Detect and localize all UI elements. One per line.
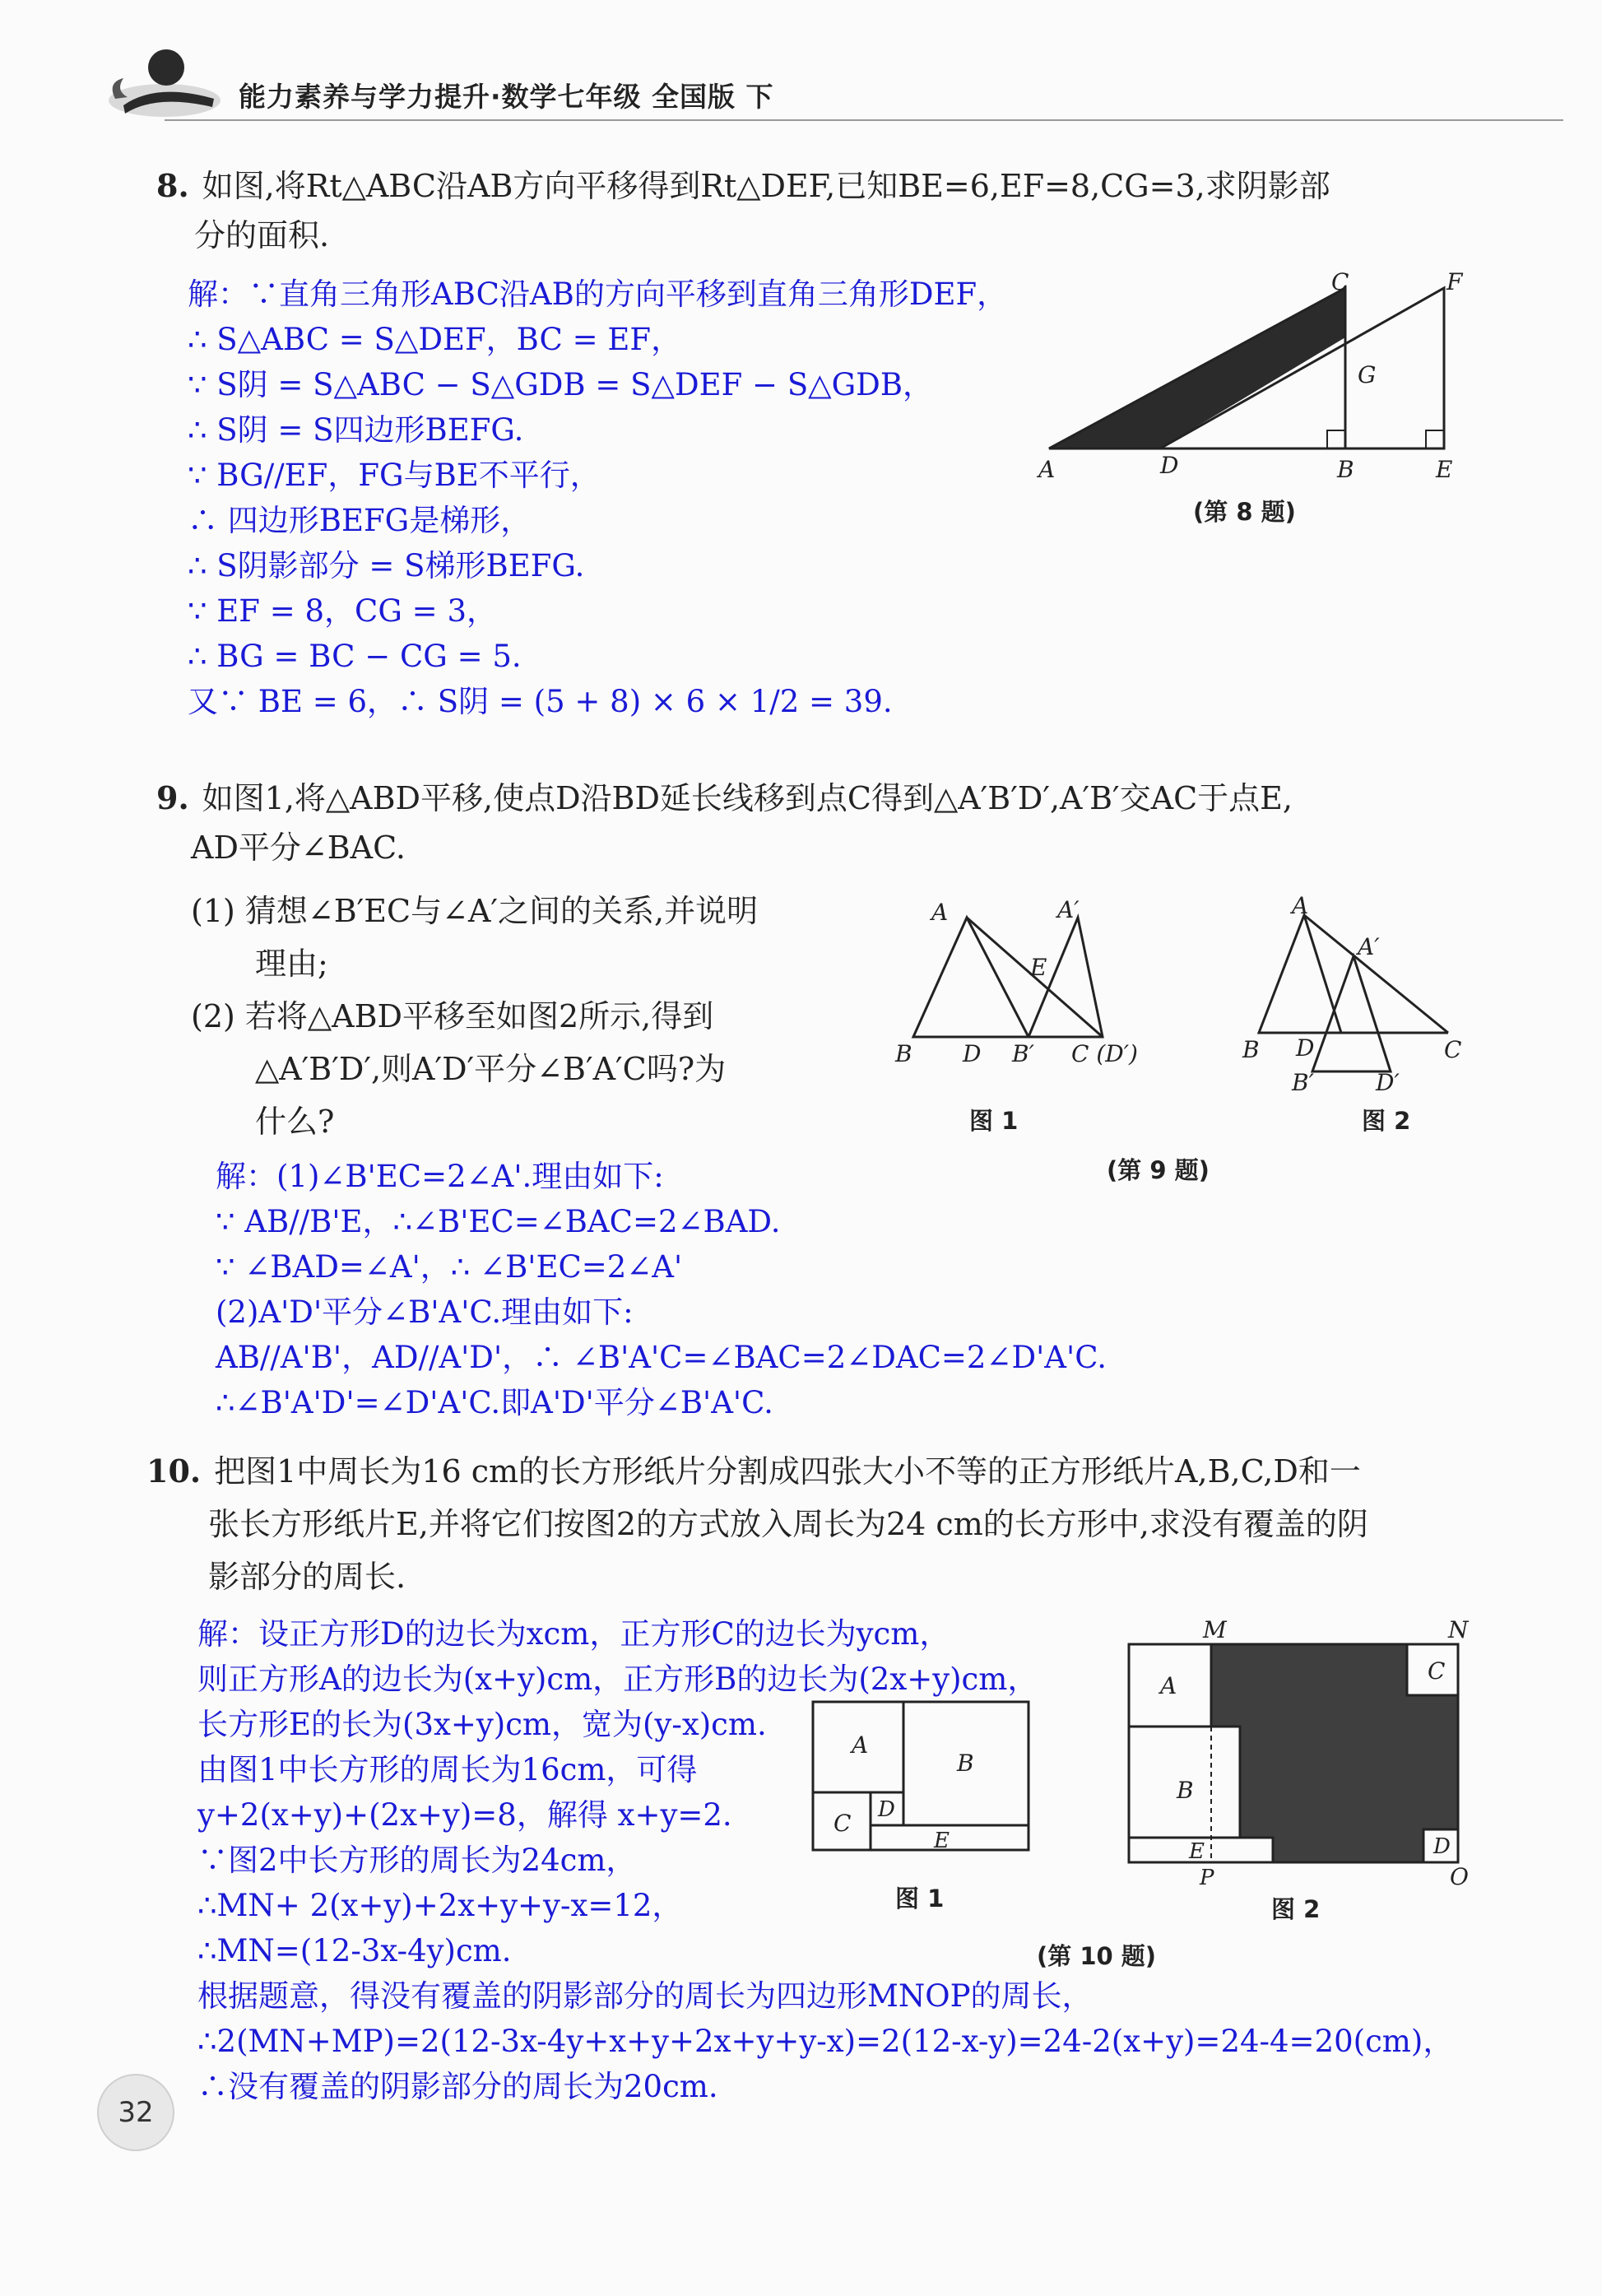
q9-fig1-label-d: D [963,1040,982,1067]
q9-fig1-label-e: E [1030,954,1047,981]
q9-fig2-label-b: B [1242,1036,1260,1063]
q8-label-c: C [1331,272,1349,295]
page-number: 32 [97,2074,174,2151]
q9-fig2-label-b2: B′ [1292,1069,1314,1095]
q10-fig2-label-d: D [1433,1834,1451,1859]
q10-solution-line: ∴没有覆盖的阴影部分的周长为20cm. [197,2069,718,2104]
q10-solution-line: ∴MN=(12-3x-4y)cm. [197,1933,512,1968]
q8-label-g: G [1358,361,1377,388]
q10-fig2-label-p: P [1200,1866,1214,1890]
header-divider [165,119,1563,121]
q10-fig2-label-a: A [1160,1672,1177,1699]
q9-part2-a: (2) 若将△ABD平移至如图2所示,得到 [191,998,714,1034]
q10-solution-line: 由图1中长方形的周长为16cm，可得 [197,1752,698,1787]
q9-text-line1: 如图1,将△ABD平移,使点D沿BD延长线移到点C得到△A′B′D′,A′B′交AC于点E, [202,780,1293,816]
q8-text [156,161,1473,260]
q8-solution [188,272,1052,724]
q10-solution-line: 长方形E的长为(3x+y)cm，宽为(y-x)cm. [197,1707,767,1742]
q10-text [146,1445,1504,1603]
q10-number: 10. [146,1452,202,1490]
q9-solution-line: (2)A'D'平分∠B'A'C.理由如下: [216,1294,634,1330]
q8-solution-line: ∵ BG//EF，FG与BE不平行， [188,458,601,493]
q9-part1-a: (1) 猜想∠B′EC与∠A′之间的关系,并说明 [191,893,759,929]
q8-text-line2: 分的面积. [194,217,330,253]
q10-fig2-label-c: C [1428,1657,1446,1685]
q10-solution-line: ∴2(MN+MP)=2(12-3x-4y+x+y+2x+y+y-x)=2(12-x-y)=24-2(x+y)=24-4=20(cm)， [197,2024,1454,2059]
q9-fig2-caption: 图 2 [1362,1107,1411,1135]
q8-solution-line: ∵ EF = 8，CG = 3， [188,593,497,629]
q10-fig1-label-d: D [878,1797,895,1822]
q10-fig1-label-e: E [934,1829,950,1853]
q8-solution-line: ∴ S阴影部分 = S梯形BEFG. [188,548,585,583]
q8-solution-line: ∵ S阴 = S△ABC − S△GDB = S△DEF − S△GDB， [188,367,934,402]
q10-solution-line: y+2(x+y)+(2x+y)=8，解得 x+y=2. [197,1797,732,1833]
q9-fig1-caption: 图 1 [969,1107,1019,1135]
q10-text-line3: 影部分的周长. [208,1559,406,1595]
q9-fig1-label-c: C (D′) [1071,1040,1138,1067]
q8-label-b: B [1337,456,1354,483]
q9-fig2-label-c: C [1444,1036,1462,1063]
q9-part2-c: 什么? [255,1104,335,1140]
q10-fig1-label-c: C [834,1810,852,1837]
q9-part2-b: △A′B′D′,则A′D′平分∠B′A′C吗?为 [255,1051,727,1087]
q9-solution-line: ∵ ∠BAD=∠A'，∴ ∠B'EC=2∠A' [216,1249,683,1285]
q9-part1-b: 理由; [255,946,328,982]
q10-fig2-label-e: E [1189,1839,1205,1864]
q8-number: 8. [156,167,189,204]
q10-fig2-label-o: O [1450,1863,1469,1890]
q9-fig2-label-a2: A′ [1358,933,1380,960]
q9-fig2-label-a: A [1292,892,1309,919]
q9-fig1-label-a2: A′ [1057,896,1080,923]
q9-figure2 [1234,889,1473,1095]
q9-parts [191,885,874,1148]
q8-solution-line: ∴ S△ABC = S△DEF，BC = EF， [188,322,682,357]
q10-figure2 [1119,1613,1473,1893]
q10-fig1-caption: 图 1 [895,1885,945,1913]
q9-solution [216,1154,1285,1425]
q8-label-f: F [1446,272,1463,295]
q9-fig2-label-d: D [1296,1034,1315,1062]
q8-label-e: E [1436,456,1453,483]
q9-solution-line: ∵ AB//B'E，∴∠B'EC=∠BAC=2∠BAD. [216,1204,781,1239]
q9-fig1-label-b2: B′ [1012,1040,1034,1067]
q10-fig2-label-b: B [1177,1777,1194,1804]
q9-caption: (第 9 题) [1107,1156,1210,1184]
header-logo-icon [107,41,230,119]
q9-text-line2: AD平分∠BAC. [191,830,406,866]
q9-fig1-label-b: B [895,1040,912,1067]
q8-solution-line: ∴ BG = BC − CG = 5. [188,639,522,674]
q8-text-line1: 如图,将Rt△ABC沿AB方向平移得到Rt△DEF,已知BE=6,EF=8,CG=3,求阴影部 [202,168,1330,204]
q10-text-line2: 张长方形纸片E,并将它们按图2的方式放入周长为24 cm的长方形中,求没有覆盖的阴 [208,1506,1368,1542]
q9-solution-line: 解：(1)∠B'EC=2∠A'.理由如下: [216,1159,664,1194]
header-title: 能力素养与学力提升·数学七年级 全国版 下 [239,81,774,113]
q8-label-a: A [1038,456,1056,483]
q8-solution-line: 解：∵直角三角形ABC沿AB的方向平移到直角三角形DEF， [188,277,1008,312]
q8-figure [1029,272,1489,486]
q10-fig2-label-m: M [1203,1616,1227,1643]
q10-fig2-caption: 图 2 [1271,1895,1321,1923]
q9-fig2-label-d2: D′ [1376,1069,1400,1095]
q10-figure1 [810,1699,1033,1856]
q8-solution-line: ∴ S阴 = S四边形BEFG. [188,412,524,448]
q10-solution-line: 则正方形A的边长为(x+y)cm，正方形B的边长为(2x+y)cm， [197,1662,1038,1697]
q9-figure1 [880,889,1177,1070]
q10-solution-line: ∵图2中长方形的周长为24cm， [197,1843,637,1878]
q9-number: 9. [156,779,189,816]
q10-solution-line: ∴MN+ 2(x+y)+2x+y+y-x=12， [197,1888,683,1923]
q9-solution-line: ∴∠B'A'D'=∠D'A'C.即A'D'平分∠B'A'C. [216,1385,773,1420]
q8-caption: (第 8 题) [1193,498,1296,526]
q10-solution-line: 解：设正方形D的边长为xcm，正方形C的边长为ycm， [197,1616,950,1652]
q9-fig1-label-a: A [931,899,949,926]
q8-solution-line: 又∵ BE = 6，∴ S阴 = (5 + 8) × 6 × 1/2 = 39. [188,684,893,719]
q8-solution-line: ∴ 四边形BEFG是梯形， [188,503,532,538]
q10-text-line1: 把图1中周长为16 cm的长方形纸片分割成四张大小不等的正方形纸片A,B,C,D和一 [214,1453,1361,1490]
q9-solution-line: AB//A'B'，AD//A'D'，∴ ∠B'A'C=∠BAC=2∠DAC=2∠D'A'C. [216,1340,1107,1375]
q10-fig2-label-n: N [1448,1616,1469,1643]
q10-fig1-label-a: A [852,1731,869,1759]
q10-solution-line: 根据题意，得没有覆盖的阴影部分的周长为四边形MNOP的周长， [197,1978,1093,2014]
q9-text [156,774,1473,872]
q10-fig1-label-b: B [957,1750,974,1777]
q10-caption: (第 10 题) [1037,1942,1157,1970]
q8-label-d: D [1160,452,1179,479]
